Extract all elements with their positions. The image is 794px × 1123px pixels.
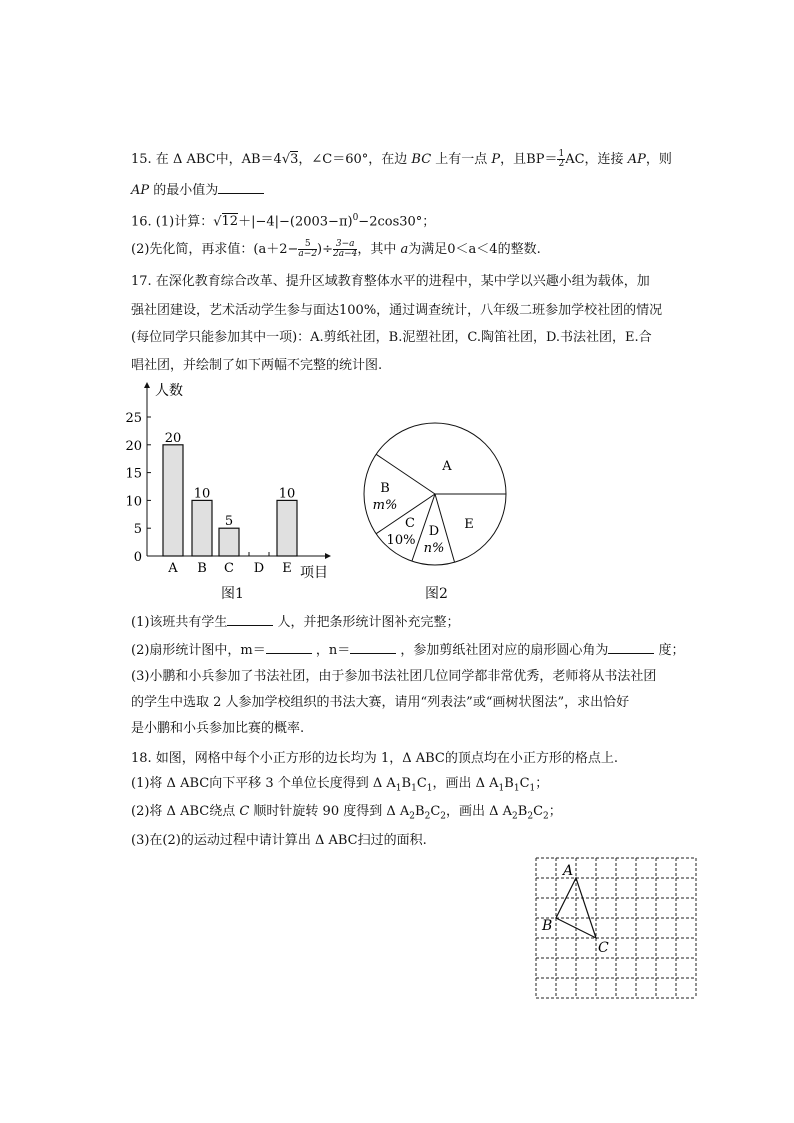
q17-sub2 [131,641,685,660]
sqrt-radicand: 12 [221,214,239,230]
pie-slice-label: D [428,524,440,539]
q17-line: 强社团建设，艺术活动学生参与面达100%，通过调查统计，八年级二班参加学校社团的情况 [131,303,663,318]
q17-line: (3)小鹏和小兵参加了书法社团，由于参加书法社团几位同学都非常优秀，老师将从书法社团 [131,669,657,684]
bar-A [163,445,183,556]
answer-blank[interactable] [608,641,654,654]
y-tick-label: 20 [125,438,142,454]
x-tick-label: A [168,561,178,576]
q15-text: 上有一点 [431,152,492,167]
frac-num: 1 [558,149,565,159]
frac-den: 2 [558,159,565,169]
pie-slice-label: C [405,516,415,531]
q17-line: 17. 在深化教育综合改革、提升区域教育整体水平的进程中，某中学以兴趣小组为载体，加 [131,274,650,289]
bar-data-label: 20 [164,430,182,446]
q17-line: 唱社团，并绘制了如下两幅不完整的统计图. [131,358,383,373]
y-tick-label: 10 [125,494,142,510]
x-axis-arrow [325,553,331,559]
q15-var: BC [411,152,432,167]
sqrt-sign: √ [213,214,222,230]
q17-text: 人，并把条形统计图补充完整； [273,615,460,630]
bar-E [277,500,297,556]
q15-var: AP [131,183,150,198]
q16-text: 16. (1)计算： [131,214,214,230]
q15-text: AC，连接 [565,152,628,167]
q16-text: −2cos30°； [358,214,436,230]
frac-num: 3−a [333,240,357,250]
bar-data-label: 10 [193,486,211,502]
q16-text: (2)先化简，再求值：(a＋2− [131,242,299,257]
q17-text: (2)扇形统计图中，m＝ [131,643,266,658]
q18-text: (1)将 Δ ABC向下平移 3 个单位长度得到 Δ A [131,776,396,791]
q15-text: ，且BP＝ [500,152,558,167]
x-tick-label: D [253,561,265,576]
answer-blank[interactable] [350,641,396,654]
y-tick-label: 25 [125,411,142,426]
q18-var: C [239,804,250,819]
q16-text: ，其中 [357,242,401,257]
frac-den: a−2 [298,249,318,259]
q15-text: 15. 在 Δ ABC中，AB＝4 [131,152,282,167]
bar-B [192,500,212,556]
pie-slice-percent: m% [372,498,398,513]
sqrt-radicand: 3 [290,152,299,167]
exponent: 0 [352,213,359,223]
q15-text: 的最小值为 [149,183,219,198]
q17-text: ，参加剪纸社团对应的扇形圆心角为 [396,643,609,658]
q18-text: 顺时针旋转 90 度得到 Δ A [249,804,410,819]
q17-text: ，n＝ [311,643,351,658]
q16-text: )÷ [317,242,334,257]
answer-blank[interactable] [266,641,312,654]
x-tick-label: C [224,561,234,576]
sqrt-sign: √ [281,152,291,167]
y-axis-arrow [144,382,150,388]
q17-text: 度； [654,643,685,658]
x-tick-label: E [282,561,292,576]
pie-slice-percent: 10% [386,533,416,548]
q16-text: ＋|−4|−(2003−π) [238,214,353,230]
q18-text: (2)将 Δ ABC绕点 [131,804,240,819]
frac-den: 2a−4 [333,249,358,259]
pie-slice-label: B [380,481,390,496]
q17-line: 的学生中选取 2 人参加学校组织的书法大赛，请用“列表法”或“画树状图法”，求出恰好 [131,695,630,710]
pie-chart-caption: 图2 [425,586,448,602]
q16-text: 为满足0＜a＜4的整数. [408,242,541,257]
q17-line: 是小鹏和小兵参加比赛的概率. [131,721,305,736]
q18-text: ，画出 Δ A [446,804,513,819]
q18-part1: (1)将 Δ ABC向下平移 3 个单位长度得到 Δ $A_1B_1C_1$，画出 Δ $A_1B_1C_1$； [131,776,549,794]
y-tick-label: 15 [125,466,142,482]
x-axis-label: 项目 [300,565,328,581]
y-tick-label: 5 [133,522,142,538]
frac-num: 5 [298,240,317,250]
bar-chart-caption: 图1 [221,586,244,602]
vertex-label-c: C [598,940,609,956]
vertex-label-b: B [542,918,553,934]
bar-data-label: 10 [278,486,296,502]
q16-var: a [400,242,409,257]
q17-line: (每位同学只能参加其中一项)：A.剪纸社团，B.泥塑社团，C.陶笛社团，D.书法社团，E.合 [131,330,652,345]
pie-slice-percent: n% [423,541,445,556]
x-tick-label: B [197,561,207,576]
q18-part3: (3)在(2)的运动过程中请计算出 Δ ABC扫过的面积. [131,833,427,848]
bar-data-label: 5 [224,514,234,530]
pie-slice-label: A [442,459,452,474]
q15-var: AP [627,152,646,167]
q15-var: P [491,152,501,167]
q17-text: (1)该班共有学生 [131,615,228,630]
q17-sub1 [131,613,460,632]
bar-C [219,528,239,556]
q18-part2: (2)将 Δ ABC绕点 C 顺时针旋转 90 度得到 Δ $A_2B_2C_2$，画出 Δ $A_2B_2C_2$； [131,804,562,822]
q15-text: ，则 [645,152,672,167]
q15-text: ，∠C＝60°，在边 [298,152,412,167]
q18-text: ，画出 Δ A [432,776,499,791]
pie-slice-label: E [464,517,474,532]
q18-intro: 18. 如图，网格中每个小正方形的边长均为 1，Δ ABC的顶点均在小正方形的格点上. [131,751,618,766]
vertex-label-a: A [563,863,574,879]
answer-blank[interactable] [227,613,273,626]
y-axis-label: 人数 [155,383,183,399]
y-tick-label: 0 [133,550,142,565]
